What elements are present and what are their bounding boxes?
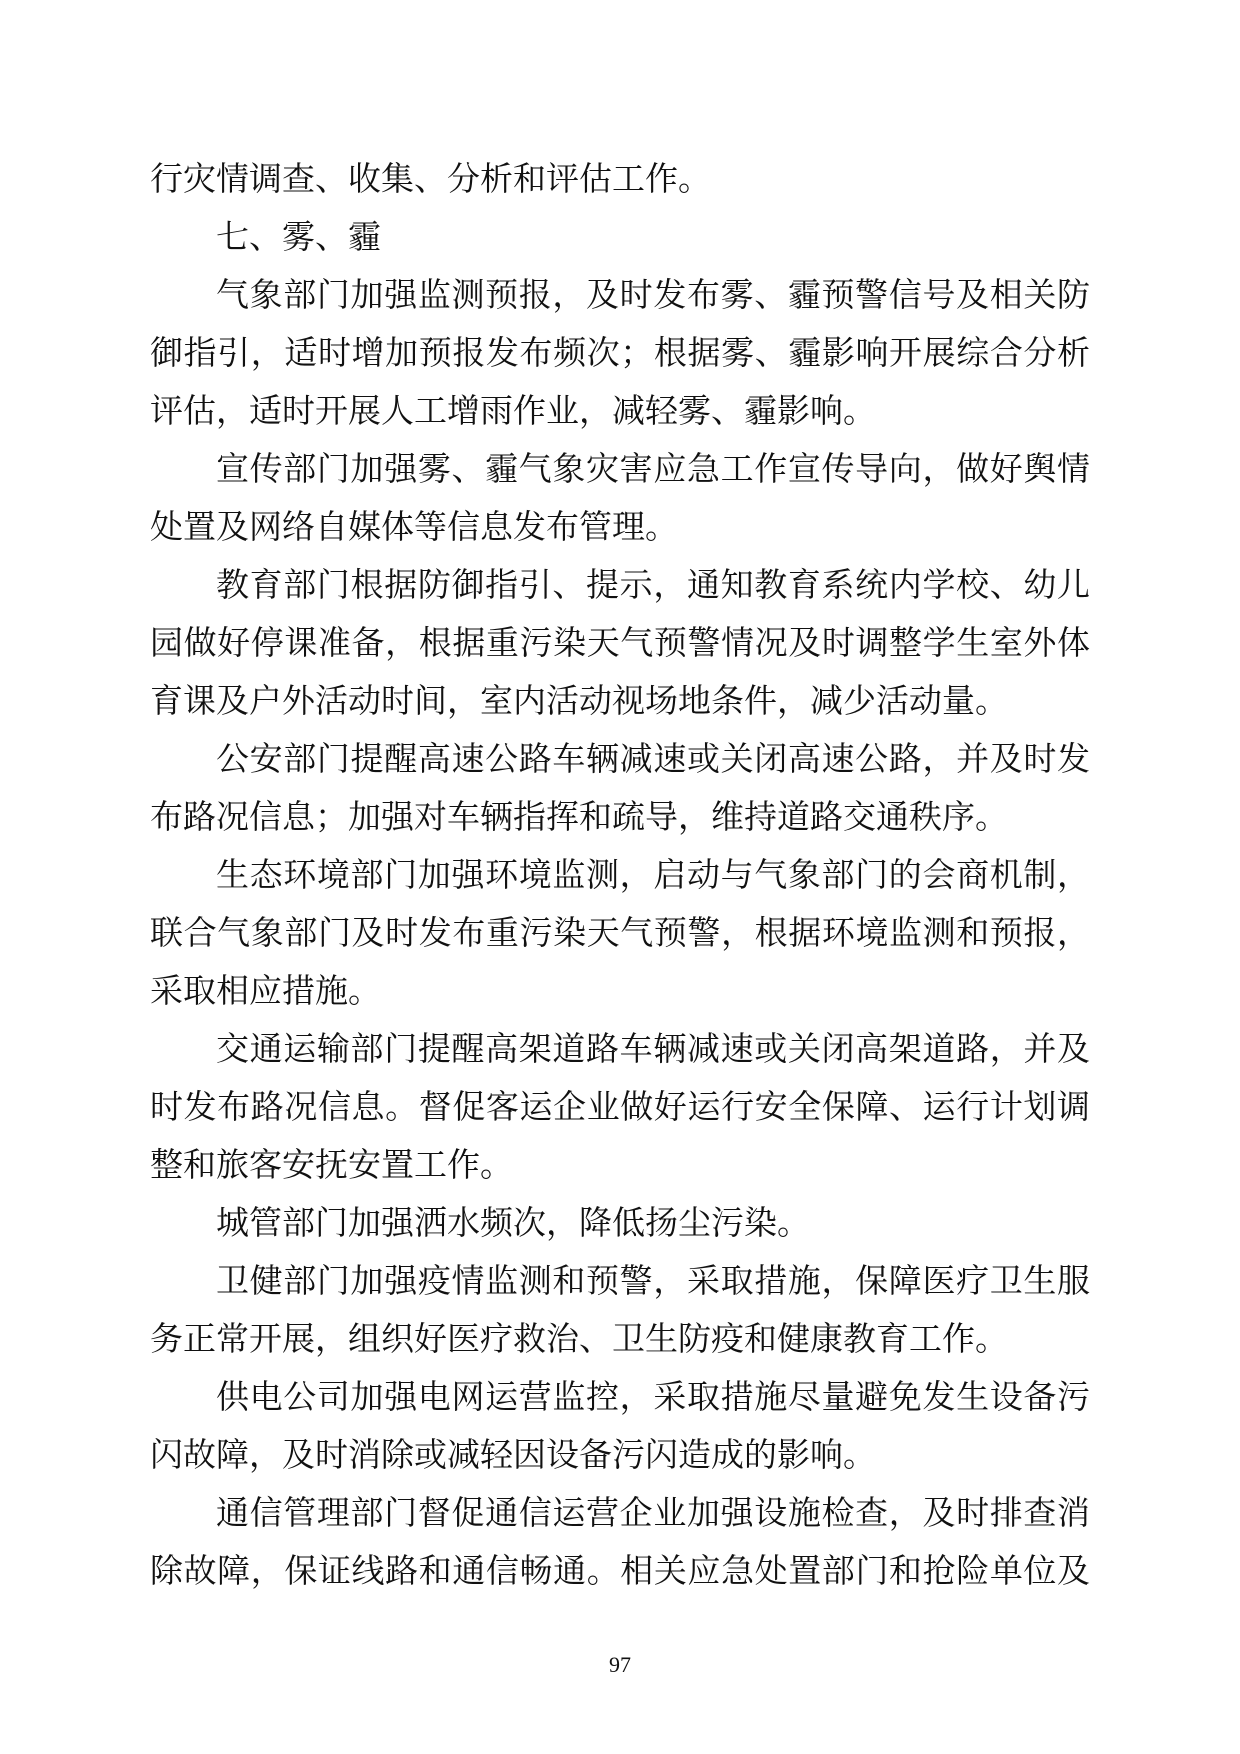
text-line: 教育部门根据防御指引、提示，通知教育系统内学校、幼儿 [216, 565, 1090, 604]
text-line: 务正常开展，组织好医疗救治、卫生防疫和健康教育工作。 [150, 1319, 1008, 1358]
text-line: 闪故障，及时消除或减轻因设备污闪造成的影响。 [150, 1435, 876, 1474]
text-line: 评估，适时开展人工增雨作业，减轻雾、霾影响。 [150, 391, 876, 430]
text-line: 处置及网络自媒体等信息发布管理。 [150, 507, 678, 546]
text-line: 整和旅客安抚安置工作。 [150, 1145, 513, 1184]
page-number: 97 [609, 1652, 631, 1677]
text-line: 供电公司加强电网运营监控，采取措施尽量避免发生设备污 [216, 1377, 1090, 1416]
text-line: 卫健部门加强疫情监测和预警，采取措施，保障医疗卫生服 [216, 1261, 1090, 1300]
text-line: 除故障，保证线路和通信畅通。相关应急处置部门和抢险单位及 [150, 1551, 1090, 1590]
text-line: 通信管理部门督促通信运营企业加强设施检查，及时排查消 [216, 1493, 1090, 1532]
text-line: 御指引，适时增加预报发布频次；根据雾、霾影响开展综合分析 [150, 333, 1090, 372]
text-line: 布路况信息；加强对车辆指挥和疏导，维持道路交通秩序。 [150, 797, 1008, 836]
text-line: 交通运输部门提醒高架道路车辆减速或关闭高架道路，并及 [216, 1029, 1090, 1068]
section-heading: 七、雾、霾 [216, 217, 381, 256]
text-line: 生态环境部门加强环境监测，启动与气象部门的会商机制， [216, 855, 1090, 894]
text-line: 采取相应措施。 [150, 971, 381, 1010]
text-line: 宣传部门加强雾、霾气象灾害应急工作宣传导向，做好舆情 [216, 449, 1090, 488]
text-line: 气象部门加强监测预报，及时发布雾、霾预警信号及相关防 [216, 275, 1090, 314]
text-line: 公安部门提醒高速公路车辆减速或关闭高速公路，并及时发 [216, 739, 1090, 778]
text-line: 联合气象部门及时发布重污染天气预警，根据环境监测和预报， [150, 913, 1090, 952]
text-line: 园做好停课准备，根据重污染天气预警情况及时调整学生室外体 [150, 623, 1090, 662]
text-line: 城管部门加强洒水频次，降低扬尘污染。 [216, 1203, 810, 1242]
text-line: 时发布路况信息。督促客运企业做好运行安全保障、运行计划调 [150, 1087, 1090, 1126]
document-body [150, 150, 1090, 1600]
text-line: 行灾情调查、收集、分析和评估工作。 [150, 159, 711, 198]
text-line: 育课及户外活动时间，室内活动视场地条件，减少活动量。 [150, 681, 1008, 720]
